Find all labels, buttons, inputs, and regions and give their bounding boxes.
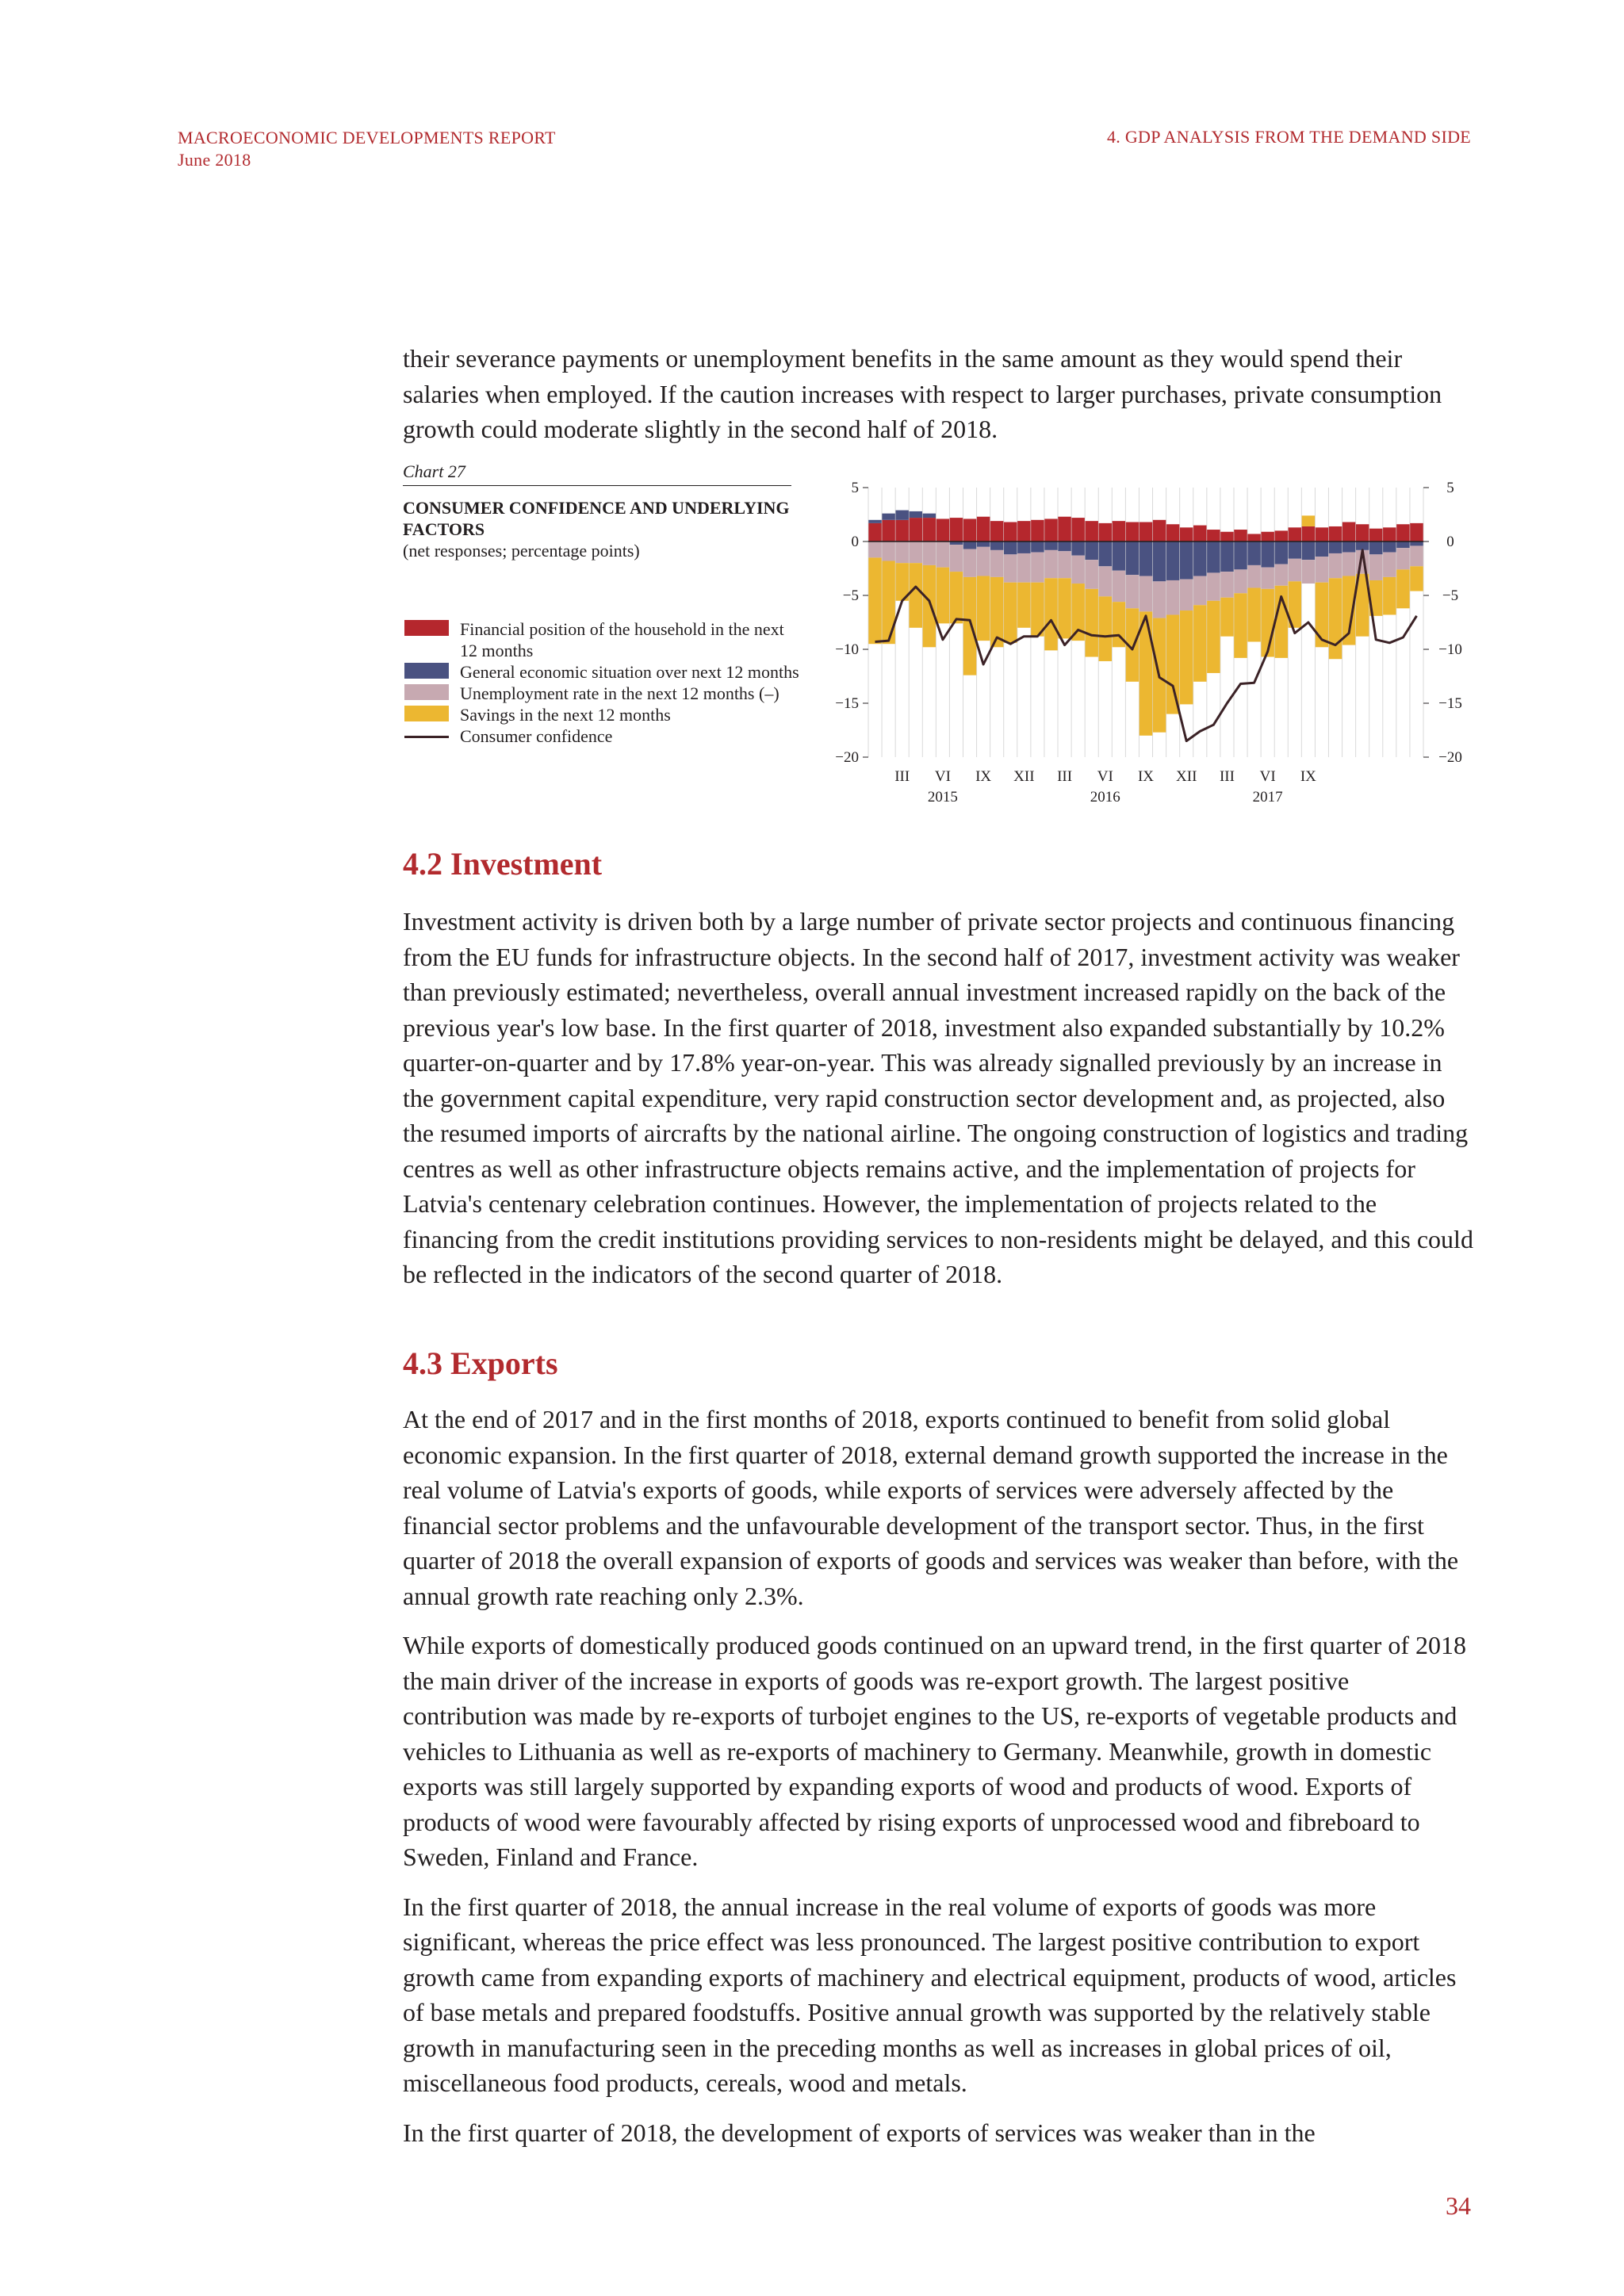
bar-savings [1234, 593, 1247, 658]
legend-item-confidence [403, 725, 799, 747]
bar-financial [1329, 526, 1342, 541]
bar-unemployment [1274, 564, 1287, 586]
bar-savings [1193, 605, 1206, 682]
bar-savings [1383, 577, 1396, 615]
legend-swatch-savings [404, 706, 449, 721]
bar-financial [1071, 518, 1084, 541]
bar-savings [1220, 598, 1233, 637]
bar-financial [1126, 522, 1139, 541]
bar-general [882, 514, 894, 520]
x-tick-label: VI [934, 768, 951, 785]
bar-financial [936, 519, 949, 541]
bar-financial [1113, 521, 1125, 541]
bar-general [1261, 541, 1274, 568]
y-tick-label-right: −20 [1438, 749, 1462, 766]
legend-item-savings [403, 704, 799, 725]
bar-financial [950, 518, 963, 541]
bar-unemployment [1261, 568, 1274, 589]
bar-general [1099, 541, 1112, 566]
bar-general [910, 511, 922, 518]
y-tick-label-left: −10 [835, 641, 859, 658]
bar-financial [1234, 530, 1247, 541]
bar-general [1302, 541, 1315, 560]
bar-savings [1166, 614, 1179, 714]
legend-swatch-general [404, 663, 449, 679]
legend-item-financial [403, 618, 799, 661]
bar-financial [1410, 523, 1423, 541]
bar-financial [1058, 517, 1071, 541]
legend-item-general [403, 661, 799, 683]
report-date: June 2018 [178, 150, 251, 170]
paragraph: their severance payments or unemployment benefits in the same amount as they would spend their salaries when employed. If the caution increases with respect to larger purchases, private consumption growth could moderate slightly in the second half of 2018. [403, 344, 1442, 443]
legend-label-financial: Financial position of the household in the next 12 months [460, 619, 784, 660]
bar-general [1017, 541, 1030, 553]
bar-savings [1031, 583, 1044, 637]
bar-financial [1274, 530, 1287, 541]
y-tick-label-left: −15 [835, 695, 859, 712]
y-tick-label-right: 5 [1446, 480, 1454, 496]
bar-general [1058, 541, 1071, 551]
bar-unemployment [1166, 580, 1179, 615]
bar-financial [1247, 534, 1260, 541]
bar-savings [1180, 610, 1193, 704]
bar-savings [1044, 578, 1057, 650]
bar-savings [936, 568, 949, 624]
bar-unemployment [1247, 565, 1260, 588]
bar-financial [1031, 520, 1044, 541]
bar-savings [1099, 596, 1112, 661]
x-tick-label: XII [1013, 768, 1035, 785]
bar-unemployment [1153, 581, 1166, 618]
bar-financial [910, 518, 922, 541]
bar-unemployment [1193, 576, 1206, 606]
bar-financial [990, 521, 1003, 541]
bar-financial [1302, 526, 1315, 541]
bar-unemployment [1071, 556, 1084, 584]
x-tick-label: IX [1300, 768, 1316, 785]
bar-savings [1329, 578, 1342, 659]
bar-unemployment [895, 541, 908, 563]
bar-general [1289, 541, 1301, 559]
bar-general [1274, 541, 1287, 564]
intro-paragraph [403, 341, 1475, 461]
bar-financial [1044, 519, 1057, 541]
bar-savings [1004, 583, 1017, 643]
bar-unemployment [1180, 580, 1193, 610]
legend-line-confidence [404, 736, 449, 738]
bar-financial [1369, 529, 1382, 541]
section-title-exports: 4.3 Exports [403, 1345, 558, 1381]
bar-general [1139, 541, 1152, 576]
bar-general [1113, 541, 1125, 571]
x-tick-label: III [1057, 768, 1073, 785]
bar-general [977, 541, 990, 547]
bar-general [1193, 541, 1206, 576]
bar-general [1410, 541, 1423, 545]
bar-unemployment [1329, 553, 1342, 578]
bar-unemployment [1220, 572, 1233, 598]
bar-general [1085, 541, 1097, 560]
chart-caption [403, 461, 791, 561]
bar-general [1180, 541, 1193, 580]
bar-general [923, 514, 936, 518]
x-tick-label: IX [1137, 768, 1155, 785]
bar-general [1234, 541, 1247, 569]
x-year-label: 2015 [927, 789, 958, 806]
bar-general [1044, 541, 1057, 550]
x-year-label: 2016 [1090, 789, 1120, 806]
bar-unemployment [1302, 560, 1315, 584]
bar-financial [1017, 521, 1030, 541]
paragraph: At the end of 2017 and in the first months of 2018, exports continued to benefit from solid global economic expansion. In the first quarter of 2018, external demand growth supported the increase in the real volume of Latvia's exports of goods, while exports of services were adversely affected by the financial sector problems and the unfavourable development of the transport sector. Thus, in the first quarter of 2018 the overall expansion of exports of goods and services was weaker than before, with the annual growth rate reaching only 2.3%. [403, 1405, 1459, 1610]
bar-financial [1396, 524, 1409, 541]
bar-savings [950, 572, 963, 623]
bar-unemployment [923, 541, 936, 565]
x-tick-label: III [1219, 768, 1235, 785]
bar-general [963, 541, 976, 549]
y-tick-label-left: −20 [835, 749, 859, 766]
x-tick-label: VI [1259, 768, 1276, 785]
bar-savings [868, 557, 881, 644]
bar-unemployment [1044, 550, 1057, 578]
bar-unemployment [1410, 545, 1423, 566]
bar-general [1004, 541, 1017, 554]
bar-unemployment [1113, 571, 1125, 602]
bar-general [1383, 541, 1396, 553]
bar-unemployment [1207, 572, 1220, 600]
bar-unemployment [868, 541, 881, 557]
report-title: MACROECONOMIC DEVELOPMENTS REPORT [178, 128, 556, 147]
exports-section [403, 1402, 1475, 2164]
bar-financial [1261, 532, 1274, 541]
x-tick-label: VI [1097, 768, 1113, 785]
bar-unemployment [1126, 575, 1139, 608]
bar-unemployment [1085, 560, 1097, 589]
bar-savings [910, 563, 922, 628]
bar-financial [1180, 527, 1193, 541]
bar-unemployment [1383, 553, 1396, 577]
bar-savings [1302, 515, 1315, 526]
bar-financial [923, 518, 936, 541]
bar-general [1126, 541, 1139, 575]
x-tick-label: IX [975, 768, 992, 785]
bar-financial [1139, 522, 1152, 541]
paragraph: While exports of domestically produced goods continued on an upward trend, in the first quarter of 2018 the main driver of the increase in exports of goods was re-export growth. The largest positive contribution was made by re-exports of turbojet engines to the US, re-exports of vegetable products and vehicles to Lithuania as well as re-exports of machinery to Germany. Meanwhile, growth in domestic exports was still largely supported by expanding exports of wood and products of wood. Exports of products of wood were favourably affected by rising exports of unprocessed wood and fibreboard to Sweden, Finland and France. [403, 1631, 1466, 1871]
bar-financial [963, 519, 976, 541]
legend-swatch-unemployment [404, 684, 449, 700]
legend-label-general: General economic situation over next 12 months [460, 662, 799, 682]
bar-savings [977, 576, 990, 641]
bar-general [895, 511, 908, 520]
paragraph: Investment activity is driven both by a large number of private sector projects and continuous financing from the EU funds for infrastructure objects. In the second half of 2017, investment activity was weaker than previously estimated; nevertheless, overall annual investment increased rapidly on the back of the previous year's low base. In the first quarter of 2018, investment also expanded substantially by 10.2% quarter-on-quarter and by 17.8% year-on-year. This was already signalled previously by an increase in the government capital expenditure, very rapid construction sector development and, as projected, also the resumed imports of aircrafts by the national airline. The ongoing construction of logistics and trading centres as well as other infrastructure objects remains active, and the implementation of projects for Latvia's centenary celebration continues. However, the implementation of projects related to the financing from the credit institutions providing services to non-residents might be delayed, and this could be reflected in the indicators of the second quarter of 2018. [403, 907, 1473, 1288]
bar-financial [1085, 521, 1097, 541]
bar-financial [1193, 526, 1206, 541]
bar-general [1247, 541, 1260, 565]
bar-general [1166, 541, 1179, 580]
legend-item-unemployment [403, 683, 799, 704]
y-tick-label-right: −10 [1438, 641, 1462, 658]
y-tick-label-left: −5 [842, 587, 859, 604]
bar-financial [882, 520, 894, 541]
bar-general [1153, 541, 1166, 581]
section-title-investment: 4.2 Investment [403, 846, 603, 882]
legend-label-unemployment: Unemployment rate in the next 12 months (–) [460, 683, 779, 703]
bar-financial [1316, 527, 1328, 541]
investment-section [403, 904, 1475, 1307]
bar-unemployment [882, 541, 894, 561]
bar-financial [1099, 523, 1112, 541]
bar-savings [1247, 587, 1260, 641]
bar-savings [1396, 569, 1409, 608]
bar-savings [1316, 583, 1328, 648]
bar-savings [923, 565, 936, 647]
running-header-section: 4. GDP ANALYSIS FROM THE DEMAND SIDE [1106, 127, 1471, 147]
x-tick-label: III [894, 768, 910, 785]
bar-unemployment [1369, 554, 1382, 580]
bar-unemployment [963, 549, 976, 577]
bar-savings [1410, 566, 1423, 591]
bar-general [868, 520, 881, 523]
legend-label-savings: Savings in the next 12 months [460, 705, 671, 725]
bar-financial [1153, 520, 1166, 541]
bar-unemployment [1099, 566, 1112, 596]
y-tick-label-left: 0 [851, 534, 859, 550]
bar-general [1031, 541, 1044, 553]
bar-savings [1017, 583, 1030, 628]
bar-general [1369, 541, 1382, 554]
bar-financial [1220, 532, 1233, 541]
bar-unemployment [950, 545, 963, 572]
bar-unemployment [1004, 554, 1017, 582]
bar-financial [1207, 530, 1220, 541]
chart-number: Chart 27 [403, 461, 791, 486]
bar-general [1207, 541, 1220, 572]
bar-general [1220, 541, 1233, 572]
bar-unemployment [936, 541, 949, 568]
bar-unemployment [1139, 576, 1152, 612]
y-tick-label-right: −15 [1438, 695, 1462, 712]
legend-label-confidence: Consumer confidence [460, 726, 613, 746]
legend-swatch-financial [404, 620, 449, 636]
bar-unemployment [1058, 551, 1071, 578]
bar-savings [1085, 589, 1097, 657]
bar-general [1342, 541, 1355, 553]
bar-general [1316, 541, 1328, 557]
bar-financial [1342, 522, 1355, 541]
paragraph: In the first quarter of 2018, the development of exports of services was weaker than in the [403, 2118, 1316, 2147]
bar-financial [1289, 527, 1301, 541]
page-number: 34 [1446, 2191, 1471, 2220]
bar-unemployment [1289, 559, 1301, 582]
bar-financial [1166, 524, 1179, 541]
bar-general [1356, 541, 1369, 550]
chart-unit: (net responses; percentage points) [403, 541, 640, 561]
y-tick-label-left: 5 [851, 480, 859, 496]
bar-financial [1004, 522, 1017, 541]
bar-financial [977, 517, 990, 541]
paragraph: In the first quarter of 2018, the annual increase in the real volume of exports of goods was more significant, whereas the price effect was less pronounced. The largest positive contribution to export growth came from expanding exports of machinery and electrical equipment, products of wood, articles of base metals and prepared foodstuffs. Positive annual growth was supported by the relatively stable growth in manufacturing seen in the preceding months as well as increases in global prices of oil, miscellaneous food products, cereals, wood and metals. [403, 1892, 1457, 2097]
bar-financial [1383, 527, 1396, 541]
bar-unemployment [1031, 553, 1044, 583]
x-tick-label: XII [1176, 768, 1197, 785]
bar-financial [868, 523, 881, 541]
running-header-left [178, 127, 556, 171]
bar-general [990, 541, 1003, 550]
bar-savings [1058, 578, 1071, 638]
y-tick-label-right: 0 [1446, 534, 1454, 550]
bar-unemployment [977, 547, 990, 576]
bar-financial [1356, 524, 1369, 541]
bar-unemployment [990, 550, 1003, 577]
bar-unemployment [1017, 553, 1030, 583]
bar-unemployment [1316, 557, 1328, 583]
bar-unemployment [1342, 553, 1355, 576]
chart-legend [403, 618, 799, 747]
bar-financial [895, 520, 908, 541]
bar-savings [1207, 601, 1220, 673]
bar-general [1329, 541, 1342, 553]
bar-savings [963, 577, 976, 675]
bar-unemployment [1234, 569, 1247, 593]
bar-unemployment [1396, 548, 1409, 569]
bar-general [1396, 541, 1409, 548]
bar-savings [882, 561, 894, 644]
chart-title: CONSUMER CONFIDENCE AND UNDERLYING FACTORS [403, 498, 790, 539]
consumer-confidence-chart [817, 472, 1475, 821]
bar-general [1071, 541, 1084, 556]
x-year-label: 2017 [1252, 789, 1283, 806]
bar-unemployment [910, 541, 922, 563]
y-tick-label-right: −5 [1442, 587, 1459, 604]
